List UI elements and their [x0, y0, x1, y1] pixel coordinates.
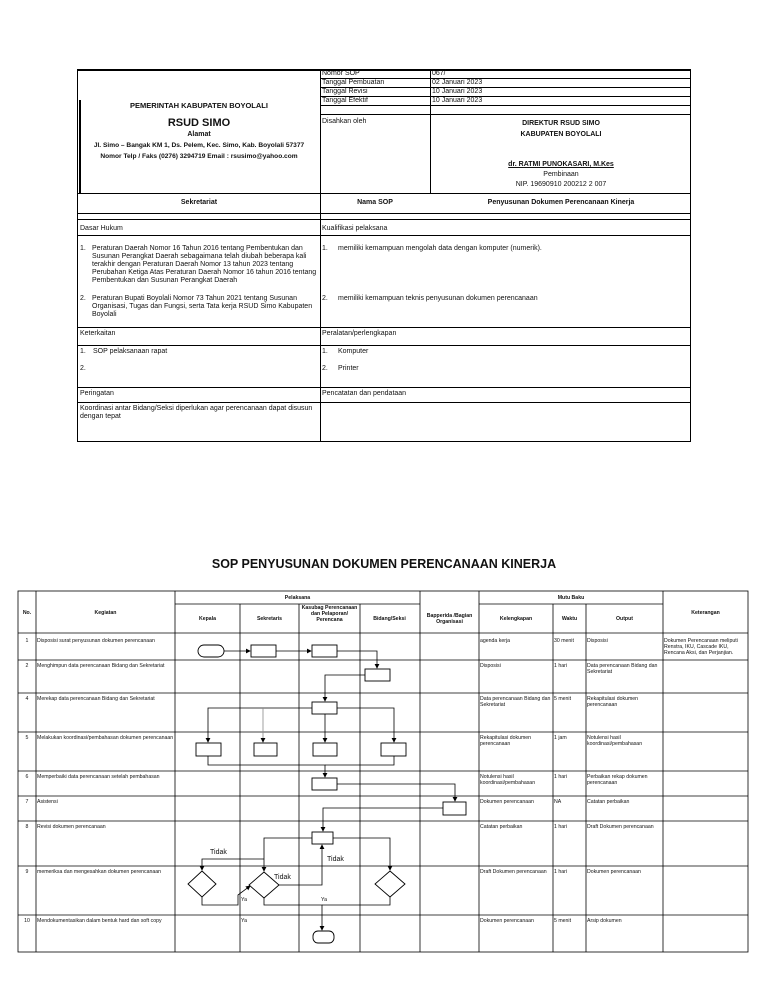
list-num: 2.: [80, 365, 86, 372]
unit-name: Sekretariat: [180, 199, 218, 206]
row-output: Dokumen perencanaan: [587, 869, 641, 875]
process-box: [443, 802, 466, 815]
address: Jl. Simo – Bangak KM 1, Ds. Pelem, Kec. Simo, Kab. Boyolali 57377: [93, 142, 305, 149]
row-kelengkapan: Disposisi: [480, 663, 501, 669]
row-kegiatan: Memperbaiki data perencanaan setelah pembahasan: [37, 774, 160, 780]
row-no: 10: [24, 918, 30, 924]
approval-label: Disahkan oleh: [322, 118, 367, 125]
col-kepala: Kepala: [198, 616, 216, 622]
process-box: [381, 743, 406, 756]
row-kegiatan: Revisi dokumen perencanaan: [37, 824, 106, 830]
peralatan-item: Komputer: [338, 348, 369, 355]
row-kegiatan: Mendokumentasikan dalam bentuk hard dan soft copy: [37, 918, 162, 924]
row-kelengkapan: Rekapitulasi dokumen perencanaan: [480, 735, 532, 747]
approval-title1: DIREKTUR RSUD SIMO: [522, 120, 600, 127]
sop-name: Penyusunan Dokumen Perencanaan Kinerja: [487, 199, 635, 206]
col-no: No.: [22, 610, 32, 616]
col-kasubag: Kasubag Perencanaan dan Pelaporan/ Perencana: [301, 605, 358, 623]
meta-label: Tanggal Efektif: [322, 97, 368, 104]
row-output: Perbaikan rekap dokumen perencanaan: [587, 774, 648, 786]
row-no: 1: [25, 638, 29, 644]
row-output: Notulensi hasil koordinasi/pembahasan: [587, 735, 643, 747]
col-bapperida: Bapperida /Bagian Organisasi: [426, 613, 473, 625]
row-kegiatan: Asistensi: [37, 799, 58, 805]
sop-name-label: Nama SOP: [357, 199, 393, 206]
row-output: Catatan perbaikan: [587, 799, 630, 805]
label-ya: Ya: [241, 918, 247, 924]
row-waktu: 5 menit: [554, 918, 572, 924]
col-waktu: Waktu: [561, 616, 578, 622]
row-waktu: 30 menit: [554, 638, 574, 644]
process-box: [365, 669, 390, 681]
row-no: 6: [25, 774, 29, 780]
row-kelengkapan: agenda kerja: [480, 638, 510, 644]
row-waktu: NA: [554, 799, 562, 805]
row-kelengkapan: Dokumen perencanaan: [480, 918, 534, 924]
row-waktu: 1 hari: [554, 824, 567, 830]
label-tidak: Tidak: [327, 856, 344, 863]
process-box: [196, 743, 221, 756]
process-box: [312, 702, 337, 714]
dasar-hukum-label: Dasar Hukum: [80, 225, 123, 232]
peralatan-label: Peralatan/perlengkapan: [322, 330, 397, 337]
decision-diamond: [188, 871, 216, 897]
row-kelengkapan: Catatan perbaikan: [480, 824, 523, 830]
row-output: Arsip dokumen: [587, 918, 622, 924]
dasar-hukum-item: Peraturan Bupati Boyolali Nomor 73 Tahun 2021 tentang Susunan Organisasi, Tugas dan Fungsi, serta Tata kerja RSUD Simo Kabupaten Boyolali: [92, 295, 313, 318]
row-waktu: 1 hari: [554, 774, 567, 780]
row-keterangan: Dokumen Perencanaan meliputi Renstra, IKU, Cascade IKU, Rencana Aksi, dan Perjanjian.: [664, 638, 738, 656]
meta-label: Nomor SOP: [322, 70, 360, 77]
row-waktu: 5 menit: [554, 696, 572, 702]
col-sekretaris: Sekretaris: [256, 616, 283, 622]
peringatan-label: Peringatan: [80, 390, 114, 397]
dasar-hukum-item: Peraturan Daerah Nomor 16 Tahun 2016 tentang Pembentukan dan Susunan Perangkat Daerah sebagaimana telah diubah beberapa kali terakhir dengan Peraturan Daerah Nomor 13 tahun 2023 tentang Perubahan Ketiga Atas Peraturan Daerah Nomor 16 tahun 2016 tentang Pembentukan dan Susunan Perangkat Daerah: [92, 245, 317, 284]
col-kelengkapan: Kelengkapan: [499, 616, 533, 622]
col-keterangan: Keterangan: [691, 610, 720, 616]
row-output: Rekapitulasi dokumen perencanaan: [587, 696, 639, 708]
meta-value: 067/: [432, 70, 446, 77]
list-num: 2.: [322, 365, 328, 372]
row-no: 9: [25, 869, 29, 875]
row-kelengkapan: Notulensi hasil koordinasi/pembahasan: [480, 774, 536, 786]
keterkaitan-item: SOP pelaksanaan rapat: [93, 348, 168, 355]
row-kegiatan: Melakukan koordinasi/pembahasan dokumen perencanaan: [37, 735, 174, 741]
row-kegiatan: memeriksa dan mengesahkan dokumen perencanaan: [37, 869, 162, 875]
row-output: Disposisi: [587, 638, 608, 644]
approver-name: dr. RATMI PUNOKASARI, M.Kes: [508, 161, 614, 168]
decision-diamond: [375, 871, 405, 897]
list-num: 1.: [322, 348, 328, 355]
col-bidang: Bidang/Seksi: [373, 616, 406, 622]
list-num: 1.: [80, 245, 86, 252]
row-kegiatan: Merekap data perencanaan Bidang dan Sekretariat: [37, 696, 155, 702]
row-output: Data perencanaan Bidang dan Sekretariat: [587, 663, 658, 675]
decision-diamond: [249, 872, 279, 898]
col-kegiatan: Kegiatan: [94, 610, 117, 616]
keterkaitan-label: Keterkaitan: [80, 330, 116, 337]
row-no: 4: [25, 696, 29, 702]
label-ya: Ya: [241, 897, 247, 903]
process-box: [312, 645, 337, 657]
kualifikasi-item: memiliki kemampuan mengolah data dengan komputer (numerik).: [338, 245, 542, 252]
meta-value: 10 Januari 2023: [432, 97, 483, 104]
list-num: 2.: [80, 295, 86, 302]
start-terminator: [198, 645, 224, 657]
row-no: 5: [25, 735, 29, 741]
contact: Nomor Telp / Faks (0276) 3294719 Email : rsusimo@yahoo.com: [100, 153, 298, 160]
list-num: 1.: [80, 348, 86, 355]
row-kelengkapan: Draft Dokumen perencanaan: [480, 869, 547, 875]
row-waktu: 1 jam: [554, 735, 567, 741]
meta-label: Tanggal Revisi: [322, 88, 368, 95]
col-pelaksana: Pelaksana: [284, 595, 311, 601]
process-box: [251, 645, 276, 657]
table-grid: [18, 591, 748, 952]
org-name: PEMERINTAH KABUPATEN BOYOLALI: [130, 101, 268, 110]
meta-value: 10 Januari 2023: [432, 88, 483, 95]
col-mutu-baku: Mutu Baku: [557, 595, 585, 601]
hospital-name: RSUD SIMO: [167, 117, 231, 129]
process-box: [313, 743, 337, 756]
flow-shapes: [188, 645, 466, 943]
row-output: Draft Dokumen perencanaan: [587, 824, 654, 830]
row-kegiatan: Menghimpun data perencanaan Bidang dan Sekretariat: [37, 663, 165, 669]
row-kelengkapan: Dokumen perencanaan: [480, 799, 534, 805]
flow-title: SOP PENYUSUNAN DOKUMEN PERENCANAAN KINERJA: [211, 557, 557, 571]
row-kegiatan: Disposisi surat penyusunan dokumen perencanaan: [37, 638, 155, 644]
meta-label: Tanggal Pembuatan: [322, 79, 385, 86]
end-terminator: [313, 931, 334, 943]
row-no: 8: [25, 824, 29, 830]
process-box: [312, 832, 333, 844]
pencatatan-label: Pencatatan dan pendataan: [322, 390, 407, 397]
address-label: Alamat: [187, 131, 211, 138]
col-output: Output: [616, 616, 633, 622]
peringatan-text: Koordinasi antar Bidang/Seksi diperlukan agar perencanaan dapat disusun dengan tepat: [80, 405, 313, 420]
approver-nip: NIP. 19690910 200212 2 007: [515, 181, 607, 188]
list-num: 2.: [322, 295, 328, 302]
process-box: [254, 743, 277, 756]
row-waktu: 1 hari: [554, 869, 567, 875]
meta-value: 02 Januari 2023: [432, 79, 483, 86]
row-kelengkapan: Data perencanaan Bidang dan Sekretariat: [480, 696, 551, 708]
approver-rank: Pembinaan: [543, 171, 579, 178]
approval-title2: KABUPATEN BOYOLALI: [520, 131, 602, 138]
peralatan-item: Printer: [338, 365, 359, 372]
kualifikasi-item: memiliki kemampuan teknis penyusunan dokumen perencanaan: [338, 295, 538, 302]
list-num: 1.: [322, 245, 328, 252]
label-ya: Ya: [321, 897, 327, 903]
row-no: 7: [25, 799, 29, 805]
kualifikasi-label: Kualifikasi pelaksana: [322, 225, 388, 232]
process-box: [312, 778, 337, 790]
label-tidak: Tidak: [274, 874, 291, 881]
label-tidak: Tidak: [210, 849, 227, 856]
row-waktu: 1 hari: [554, 663, 567, 669]
row-no: 2: [25, 663, 29, 669]
